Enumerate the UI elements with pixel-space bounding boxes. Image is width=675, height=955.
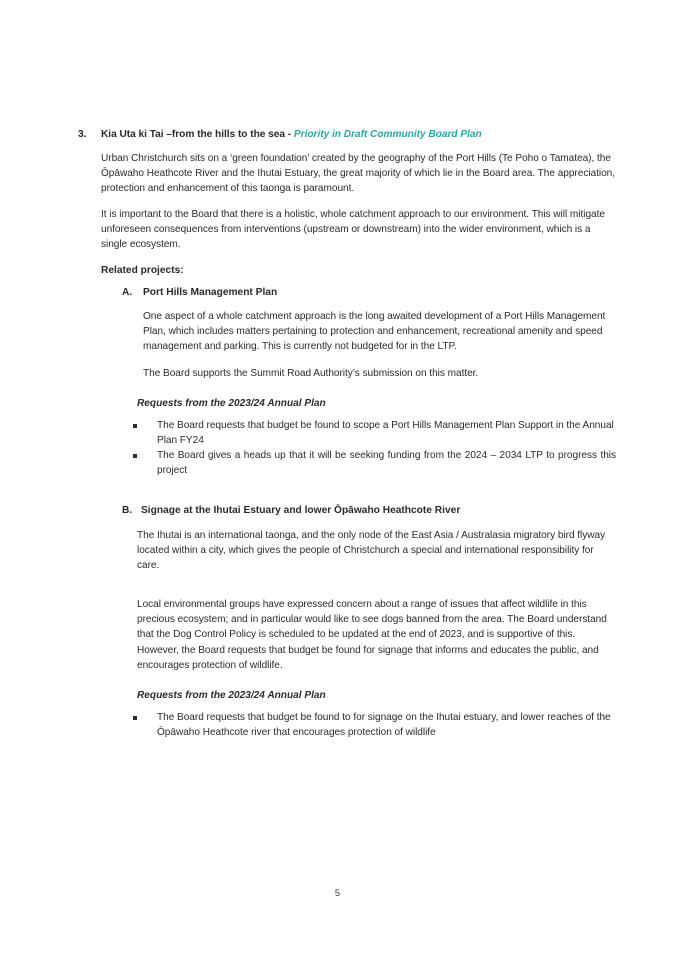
- related-projects-label: Related projects:: [101, 264, 184, 276]
- project-a-paragraph-2: The Board supports the Summit Road Authority’s submission on this matter.: [143, 367, 479, 379]
- section-paragraph-2: It is important to the Board that there is a holistic, whole catchment approach to our environment. This will mitigate unforeseen consequences from interventions (upstream or downstream) into the wider environment, which is a single ecosystem.: [101, 209, 605, 251]
- project-a-letter: A.: [122, 286, 133, 298]
- project-a-title: Port Hills Management Plan: [143, 286, 278, 298]
- section-title-accent: Priority in Draft Community Board Plan: [293, 129, 482, 140]
- project-b-title: Signage at the Ihutai Estuary and lower Ōpāwaho Heathcote River: [141, 505, 461, 517]
- section-title: [101, 128, 616, 142]
- section-spacer: [78, 478, 616, 504]
- page-content: [78, 128, 616, 740]
- project-a-requests-heading: Requests from the 2023/24 Annual Plan: [137, 397, 326, 409]
- project-b-requests-heading: Requests from the 2023/24 Annual Plan: [137, 689, 326, 701]
- section-number: 3.: [78, 129, 87, 140]
- project-b-requests-list: [78, 710, 616, 740]
- project-b-heading: [78, 504, 616, 518]
- section-title-plain: Kia Uta ki Tai –from the hills to the sea -: [101, 129, 294, 140]
- paragraph-spacer: [78, 584, 616, 597]
- section-heading: [78, 128, 616, 142]
- project-a-heading: [78, 286, 616, 300]
- project-b-letter: B.: [122, 505, 133, 517]
- section-paragraph-1: Urban Christchurch sits on a ‘green foundation’ created by the geography of the Port Hills (Te Poho o Tamatea), the Ōpāwaho Heathcote River and the Ihutai Estuary, the great majority of which lie in the Board area. The appreciation, protection and enhancement of this taonga is paramount.: [101, 152, 615, 195]
- project-b-paragraph-2: Local environmental groups have expressed concern about a range of issues that affect wildlife in this precious ecosystem; and in particular would like to see dogs banned from the area. The Board understand that the Dog Control Policy is scheduled to be updated at the end of 2023, and is supportive of this. However, the Board requests that budget be found for signage that informs and educates the public, and encourages protection of wildlife.: [137, 599, 607, 671]
- list-item: The Board requests that budget be found to for signage on the Ihutai estuary, and lower reaches of the Ōpāwaho Heathcote river that encourages protection of wildlife: [131, 710, 616, 740]
- page-number: 5: [334, 888, 341, 898]
- project-a-requests-list: [78, 418, 616, 479]
- list-item: The Board requests that budget be found to scope a Port Hills Management Plan Support in the Annual Plan FY24: [131, 418, 616, 448]
- project-b-paragraph-1: The Ihutai is an international taonga, and the only node of the East Asia / Australasia migratory bird flyway located within a city, which gives the people of Christchurch a special and international responsibility for care.: [137, 529, 606, 571]
- list-item: The Board gives a heads up that it will be seeking funding from the 2024 – 2034 LTP to progress this project: [131, 448, 616, 478]
- project-a-paragraph-1: One aspect of a whole catchment approach is the long awaited development of a Port Hills Management Plan, which includes matters pertaining to protection and enhancement, recreational amenity and speed management and parking. This is currently not budgeted for in the LTP.: [143, 311, 606, 353]
